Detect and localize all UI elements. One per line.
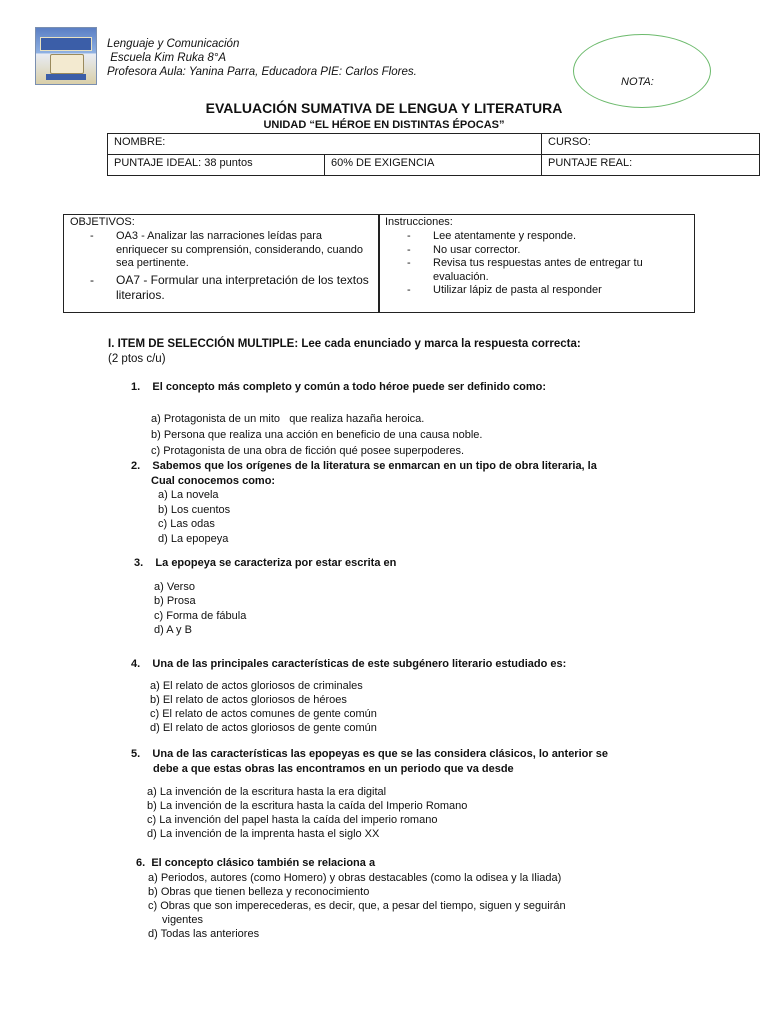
option[interactable]: b) La invención de la escritura hasta la caída del Imperio Romano: [147, 800, 468, 812]
list-item: - Utilizar lápiz de pasta al responder: [407, 284, 602, 296]
subject-line: Lenguaje y Comunicación: [107, 38, 240, 50]
info-table: [107, 133, 760, 176]
page-title: EVALUACIÓN SUMATIVA DE LENGUA Y LITERATURA: [205, 100, 563, 116]
objectives-list: [90, 230, 370, 303]
grade-oval: [573, 34, 711, 108]
list-item: - Revisa tus respuestas antes de entregar tu evaluación.: [407, 257, 643, 283]
exigency-cell: 60% DE EXIGENCIA: [324, 155, 541, 176]
question-5: 5. Una de las características las epopeyas es que se las considera clásicos, lo anterior se debe a que estas obras las encontramos en un periodo que va desde a) La invención de la escritura hasta la era digital b) La invención de la escritura hasta la caída del Imperio Romano c) La invención del papel hasta la caída del imperio romano d) La invención de la imprenta hasta el siglo XX: [131, 748, 608, 840]
course-field[interactable]: CURSO:: [542, 134, 760, 155]
section-points: (2 ptos c/u): [108, 353, 166, 365]
teacher-line: Profesora Aula: Yanina Parra, Educadora PIE: Carlos Flores.: [107, 66, 417, 78]
instructions-list: [407, 230, 687, 298]
option[interactable]: b) El relato de actos gloriosos de héroes: [150, 693, 347, 706]
option[interactable]: d) La invención de la imprenta hasta el siglo XX: [147, 828, 380, 840]
option[interactable]: c) Forma de fábula: [154, 609, 247, 622]
school-crest-icon: [35, 27, 97, 85]
option[interactable]: a) El relato de actos gloriosos de criminales: [150, 679, 363, 692]
list-item: - OA7 - Formular una interpretación de los textos literarios.: [90, 272, 369, 302]
option[interactable]: a) Periodos, autores (como Homero) y obras destacables (como la odisea y la Iliada): [148, 871, 562, 884]
page-subtitle: UNIDAD “EL HÉROE EN DISTINTAS ÉPOCAS”: [263, 119, 505, 131]
option[interactable]: a) Verso: [154, 580, 195, 593]
school-line: Escuela Kim Ruka 8°A: [107, 52, 227, 64]
option[interactable]: a) Protagonista de un mito que realiza hazaña heroica.: [151, 412, 425, 425]
objectives-heading: OBJETIVOS:: [70, 216, 135, 228]
question-4: 4. Una de las principales características de este subgénero literario estudiado es: a) El relato de actos gloriosos de criminales b) El relato de actos gloriosos de héroes c) El relato de actos comunes de gente común d) El relato de actos gloriosos de gente común: [131, 658, 567, 734]
option[interactable]: a) La invención de la escritura hasta la era digital: [147, 786, 387, 798]
option[interactable]: c) El relato de actos comunes de gente común: [150, 707, 377, 720]
option[interactable]: c) Las odas: [158, 518, 215, 530]
option[interactable]: d) El relato de actos gloriosos de gente común: [150, 721, 377, 734]
option[interactable]: a) La novela: [158, 489, 219, 501]
option[interactable]: c) La invención del papel hasta la caída del imperio romano: [147, 814, 438, 826]
option[interactable]: c) Protagonista de una obra de ficción qué posee superpoderes.: [151, 444, 465, 457]
question-6: 6. El concepto clásico también se relaciona a a) Periodos, autores (como Homero) y obras destacables (como la odisea y la Iliada) b) Obras que tienen belleza y reconocimiento c) Obras que son imperecederas, es decir, que, a pesar del tiempo, siguen y seguirán vigentes d) Todas las anteriores: [136, 857, 566, 940]
instructions-box: [378, 214, 695, 313]
ideal-score-cell: PUNTAJE IDEAL: 38 puntos: [108, 155, 325, 176]
question-1: 1. El concepto más completo y común a todo héroe puede ser definido como: a) Protagonista de un mito que realiza hazaña heroica. b) Persona que realiza una acción en beneficio de una causa noble. c) Protagonista de una obra de ficción qué posee superpoderes.: [131, 381, 547, 457]
option[interactable]: c) Obras que son imperecederas, es decir, que, a pesar del tiempo, siguen y seguirán: [148, 899, 566, 912]
real-score-field[interactable]: PUNTAJE REAL:: [542, 155, 760, 176]
instructions-heading: Instrucciones:: [385, 216, 453, 228]
name-field[interactable]: NOMBRE:: [108, 134, 542, 155]
option[interactable]: b) Los cuentos: [158, 503, 231, 516]
list-item: - No usar corrector.: [407, 243, 521, 256]
list-item: - Lee atentamente y responde.: [407, 230, 577, 242]
section-title: I. ITEM DE SELECCIÓN MULTIPLE: Lee cada enunciado y marca la respuesta correcta:: [108, 338, 581, 350]
option-continuation: vigentes: [162, 913, 203, 926]
option[interactable]: b) Persona que realiza una acción en beneficio de una causa noble.: [151, 428, 483, 441]
option[interactable]: d) La epopeya: [158, 532, 229, 545]
question-3: 3. La epopeya se caracteriza por estar escrita en a) Verso b) Prosa c) Forma de fábula d) A y B: [134, 557, 397, 636]
question-2: 2. Sabemos que los orígenes de la literatura se enmarcan en un tipo de obra literaria, la Cual conocemos como: a) La novela b) Los cuentos c) Las odas d) La epopeya: [131, 460, 597, 545]
option[interactable]: d) A y B: [154, 624, 192, 636]
objectives-box: [63, 214, 380, 313]
option[interactable]: b) Obras que tienen belleza y reconocimiento: [148, 885, 370, 898]
option[interactable]: d) Todas las anteriores: [148, 927, 260, 940]
grade-label: NOTA:: [621, 76, 654, 88]
option[interactable]: b) Prosa: [154, 595, 196, 607]
list-item: - OA3 - Analizar las narraciones leídas para enriquecer su comprensión, considerando, cuando sea pertinente.: [90, 230, 364, 269]
